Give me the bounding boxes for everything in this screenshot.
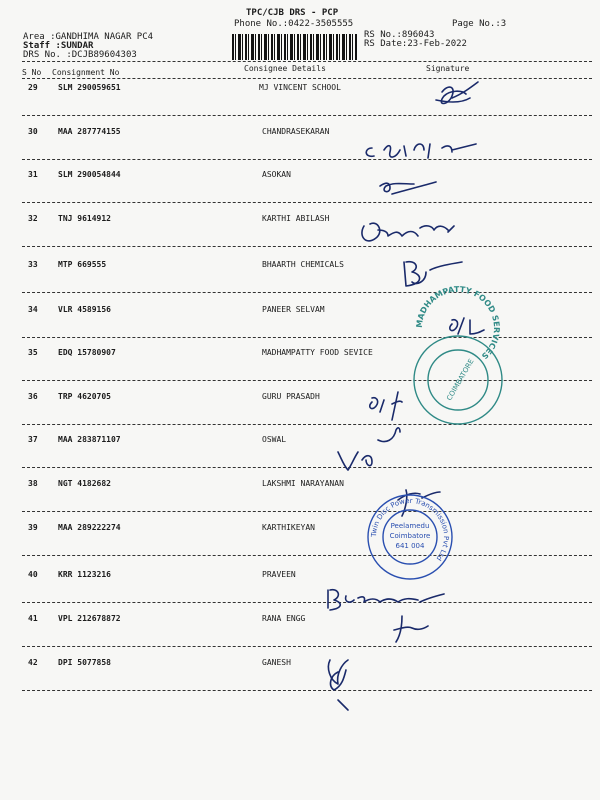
- row-consignee: GANESH: [262, 658, 291, 667]
- row-sno: 42: [28, 658, 38, 667]
- row-sno: 33: [28, 260, 38, 269]
- row-consignee: RANA ENGG: [262, 614, 306, 623]
- row-consignment: KRR 1123216: [58, 570, 111, 579]
- row-consignment: MAA 287774155: [58, 127, 121, 136]
- row-consignee: KARTHIKEYAN: [262, 523, 315, 532]
- row-consignment: TNJ 9614912: [58, 214, 111, 223]
- row-consignee: ASOKAN: [262, 170, 291, 179]
- food-stamp-center-text: COIMBATORE: [445, 357, 476, 403]
- drs-number: DRS No. :DCJB89604303: [23, 50, 137, 60]
- handwritten-signature: [436, 82, 478, 104]
- column-signature: Signature: [426, 64, 470, 73]
- column-consignment: Consignment No: [52, 68, 120, 77]
- column-sno: S No: [22, 68, 42, 77]
- row-consignee: BHAARTH CHEMICALS: [262, 260, 344, 269]
- row-sno: 30: [28, 127, 38, 136]
- row-sno: 39: [28, 523, 38, 532]
- row-sno: 32: [28, 214, 38, 223]
- row-sno: 38: [28, 479, 38, 488]
- power-stamp-line: 641 004: [395, 542, 425, 550]
- row-consignment: TRP 4620705: [58, 392, 111, 401]
- area-label: Area :GANDHIMA NAGAR PC4: [23, 32, 154, 42]
- row-sno: 35: [28, 348, 38, 357]
- page-number: Page No.:3: [452, 19, 507, 29]
- power-stamp-line: Peelamedu: [390, 522, 430, 530]
- row-sno: 29: [28, 83, 38, 92]
- row-consignee: GURU PRASADH: [262, 392, 320, 401]
- staff-label: Staff :SUNDAR: [23, 41, 94, 51]
- handwritten-signature: [338, 428, 400, 470]
- report-title: TPC/CJB DRS - PCP: [246, 8, 339, 18]
- row-sno: 34: [28, 305, 38, 314]
- row-consignee: LAKSHMI NARAYANAN: [262, 479, 344, 488]
- row-sno: 37: [28, 435, 38, 444]
- handwritten-signature: [370, 392, 402, 420]
- phone-number: Phone No.:0422-3505555: [234, 19, 354, 29]
- row-consignment: MAA 283871107: [58, 435, 121, 444]
- row-consignee: PRAVEEN: [262, 570, 296, 579]
- handwritten-signature: [380, 182, 436, 194]
- row-consignment: SLM 290054844: [58, 170, 121, 179]
- row-sno: 36: [28, 392, 38, 401]
- power-stamp-ring-text: Twin Disc Power Transmission Pvt Ltd: [369, 496, 451, 563]
- row-consignee: MJ VINCENT SCHOOL: [259, 83, 341, 92]
- row-sno: 41: [28, 614, 38, 623]
- row-consignment: VLR 4589156: [58, 305, 111, 314]
- handwritten-signature: [404, 262, 462, 286]
- row-consignee: MADHAMPATTY FOOD SEVICE: [262, 348, 373, 357]
- row-sno: 31: [28, 170, 38, 179]
- row-consignee: PANEER SELVAM: [262, 305, 325, 314]
- row-consignee: KARTHI ABILASH: [262, 214, 330, 223]
- row-consignment: MTP 669555: [58, 260, 107, 269]
- handwritten-signature: [450, 318, 484, 334]
- handwritten-signature: [394, 616, 428, 642]
- row-consignment: VPL 212678872: [58, 614, 121, 623]
- column-consignee: Consignee Details: [244, 64, 326, 73]
- handwritten-signature: [328, 660, 348, 710]
- food-stamp-ring-text: MADHAMPATTY FOOD SERVICES: [414, 284, 502, 361]
- handwritten-signature: [362, 223, 454, 241]
- handwritten-signature: [366, 144, 476, 158]
- row-consignee: OSWAL: [262, 435, 287, 444]
- handwritten-signature: [328, 590, 444, 610]
- row-consignment: EDQ 15780907: [58, 348, 116, 357]
- power-stamp-line: Coimbatore: [389, 532, 431, 540]
- row-consignment: MAA 289222274: [58, 523, 121, 532]
- row-sno: 40: [28, 570, 38, 579]
- rs-date: RS Date:23-Feb-2022: [364, 39, 467, 49]
- row-consignment: SLM 290059651: [58, 83, 121, 92]
- rs-number: RS No.:896043: [364, 30, 435, 40]
- row-consignment: NGT 4182682: [58, 479, 111, 488]
- row-consignment: DPI 5077858: [58, 658, 111, 667]
- row-consignee: CHANDRASEKARAN: [262, 127, 330, 136]
